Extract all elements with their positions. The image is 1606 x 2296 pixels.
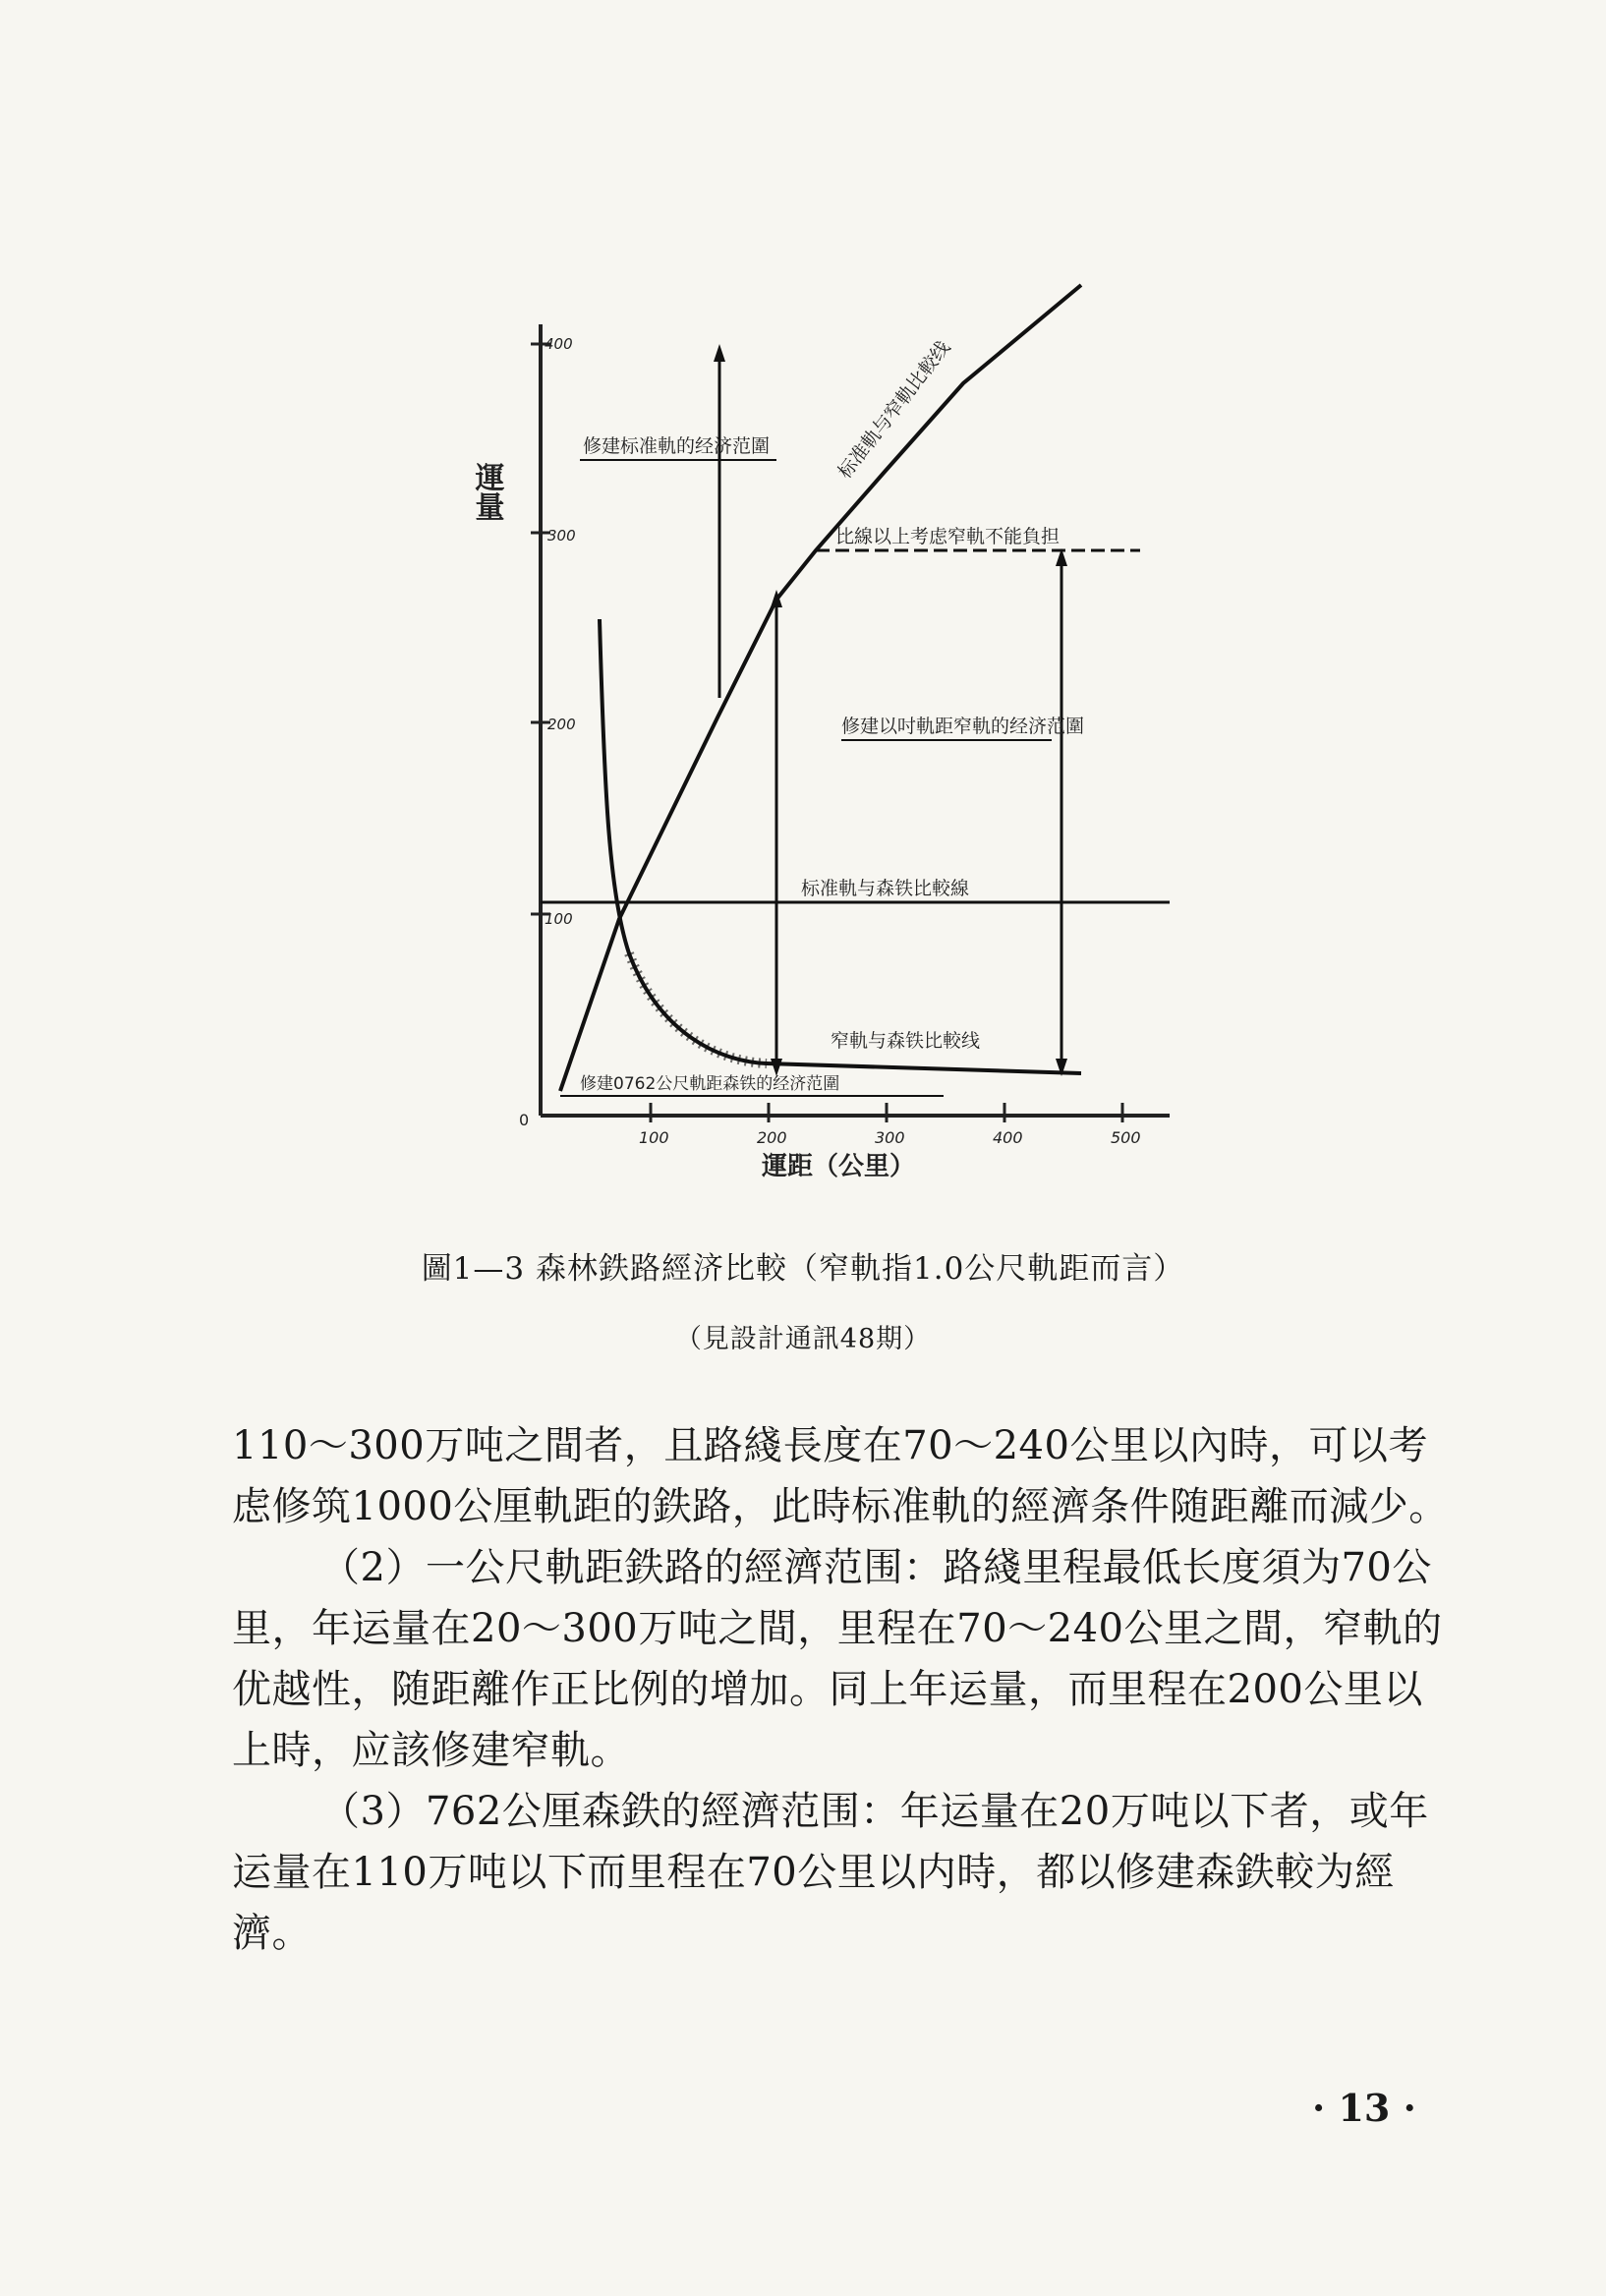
figure-source-note: （見設計通訊48期） — [674, 1324, 932, 1354]
y-axis-label: 運量 — [469, 462, 504, 521]
x-axis-label: 運距（公里） — [762, 1152, 916, 1181]
narrow-vs-forest-label: 窄軌与森铁比較线 — [831, 1030, 981, 1052]
standard-vs-forest-label: 标准軌与森铁比較線 — [801, 878, 970, 899]
y-tick-100: 100 — [545, 910, 573, 928]
forest-range-hatch — [629, 953, 767, 1063]
x-tick-200: 200 — [757, 1128, 787, 1147]
narrow-vs-forest-curve — [600, 619, 1081, 1073]
paragraph-3: （3）762公厘森鉄的經濟范围：年运量在20万吨以下者，或年运量在110万吨以下而里程在70公里以内時，都以修建森鉄較为經濟。 — [232, 1789, 1429, 1956]
forest-range-label: 修建0762公尺軌距森铁的经济范圍 — [580, 1074, 840, 1094]
paragraph-2: （2）一公尺軌距鉄路的經濟范围：路綫里程最低长度須为70公里，年运量在20～300万吨之間，里程在70～240公里之間，窄軌的优越性，随距離作正比例的增加。同上年运量，而里程在200公里以上時，应該修建窄軌。 — [232, 1545, 1443, 1773]
narrow-burden-label: 比線以上考虑窄軌不能負担 — [835, 526, 1061, 547]
standard-vs-narrow-line — [560, 285, 1081, 1091]
body-text — [232, 1415, 1451, 1964]
x-tick-100: 100 — [639, 1128, 669, 1147]
standard-range-label: 修建标准軌的经济范圍 — [583, 435, 771, 457]
x-tick-400: 400 — [993, 1128, 1023, 1147]
forest-railway-economic-chart — [469, 305, 1199, 1209]
x-tick-300: 300 — [875, 1128, 905, 1147]
y-tick-200: 200 — [547, 716, 576, 733]
origin-label: 0 — [519, 1111, 530, 1129]
x-tick-500: 500 — [1111, 1128, 1141, 1147]
narrow-range-label: 修建以吋軌距窄軌的经济范圍 — [841, 716, 1085, 737]
standard-vs-narrow-label: 标准軌与窄軌比較线 — [833, 336, 955, 484]
y-tick-300: 300 — [547, 527, 576, 545]
y-tick-400: 400 — [545, 335, 573, 353]
paragraph-1: 110～300万吨之間者，且路綫長度在70～240公里以內時，可以考虑修筑1000公厘軌距的鉄路，此時标准軌的經濟条件随距離而減少。 — [232, 1423, 1449, 1529]
page-number: · 13 · — [1312, 2086, 1416, 2130]
figure-caption: 圖1—3 森林鉄路經济比較（窄軌指1.0公尺軌距而言） — [421, 1251, 1185, 1287]
